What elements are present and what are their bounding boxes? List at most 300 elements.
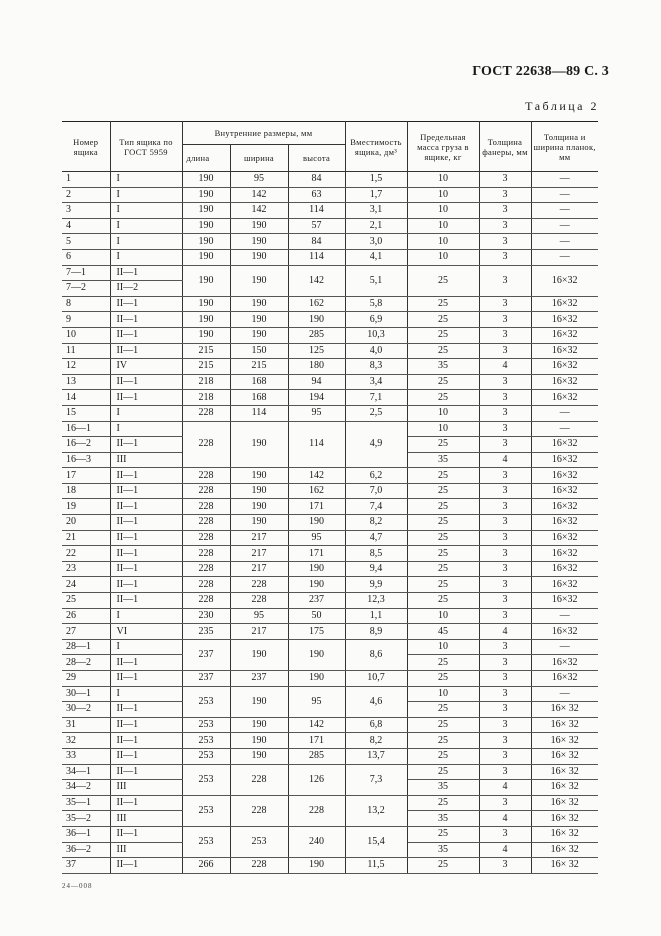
box-number-cell: 16—1 [62,421,110,437]
height-cell: 114 [288,249,345,265]
box-type-cell: II—1 [110,826,182,842]
header-box-type: Тип ящика по ГОСТ 5959 [110,122,182,172]
length-cell: 228 [182,468,230,484]
box-number-cell: 16—2 [62,437,110,453]
box-type-cell: II—1 [110,296,182,312]
plywood-thickness-cell: 3 [479,312,531,328]
height-cell: 162 [288,483,345,499]
max-mass-cell: 25 [407,515,479,531]
height-cell: 190 [288,577,345,593]
capacity-cell: 8,5 [345,546,407,562]
plank-size-cell: 16×32 [531,499,598,515]
plank-size-cell: 16×32 [531,483,598,499]
length-cell: 228 [182,405,230,421]
height-cell: 142 [288,468,345,484]
capacity-cell: 8,3 [345,359,407,375]
width-cell: 228 [230,577,288,593]
table-row [62,717,598,733]
capacity-cell: 8,2 [345,733,407,749]
plank-size-cell: 16×32 [531,390,598,406]
max-mass-cell: 25 [407,795,479,811]
length-cell: 190 [182,234,230,250]
box-type-cell: I [110,249,182,265]
max-mass-cell: 25 [407,374,479,390]
capacity-cell: 2,1 [345,218,407,234]
plank-size-cell: — [531,234,598,250]
plank-size-cell: 16× 32 [531,764,598,780]
width-cell: 190 [230,717,288,733]
box-number-cell: 28—1 [62,639,110,655]
capacity-cell: 3,0 [345,234,407,250]
table-body [62,172,598,874]
box-type-cell: II—1 [110,499,182,515]
max-mass-cell: 35 [407,842,479,858]
header-box-number: Номер ящика [62,122,110,172]
capacity-cell: 1,1 [345,608,407,624]
length-cell: 253 [182,717,230,733]
width-cell: 142 [230,203,288,219]
max-mass-cell: 25 [407,733,479,749]
box-type-cell: II—1 [110,593,182,609]
max-mass-cell: 10 [407,249,479,265]
table-row [62,187,598,203]
width-cell: 228 [230,593,288,609]
capacity-cell: 6,9 [345,312,407,328]
box-number-cell: 24 [62,577,110,593]
capacity-cell: 7,3 [345,764,407,795]
plywood-thickness-cell: 3 [479,561,531,577]
plywood-thickness-cell: 3 [479,172,531,188]
plank-size-cell: 16× 32 [531,858,598,874]
table-row [62,530,598,546]
plank-size-cell: — [531,639,598,655]
height-cell: 126 [288,764,345,795]
capacity-cell: 4,7 [345,530,407,546]
plank-size-cell: — [531,608,598,624]
plywood-thickness-cell: 3 [479,826,531,842]
plywood-thickness-cell: 4 [479,452,531,468]
max-mass-cell: 25 [407,702,479,718]
width-cell: 253 [230,826,288,857]
box-type-cell: III [110,842,182,858]
box-type-cell: II—1 [110,546,182,562]
table-row [62,468,598,484]
table-row [62,826,598,842]
table-row [62,561,598,577]
max-mass-cell: 10 [407,187,479,203]
length-cell: 228 [182,530,230,546]
length-cell: 228 [182,577,230,593]
box-number-cell: 30—2 [62,702,110,718]
width-cell: 190 [230,639,288,670]
plank-size-cell: 16×32 [531,327,598,343]
box-type-cell: II—1 [110,530,182,546]
table-row [62,671,598,687]
box-number-cell: 34—1 [62,764,110,780]
height-cell: 240 [288,826,345,857]
width-cell: 168 [230,390,288,406]
box-number-cell: 13 [62,374,110,390]
capacity-cell: 15,4 [345,826,407,857]
max-mass-cell: 35 [407,780,479,796]
plank-size-cell: — [531,172,598,188]
box-number-cell: 36—2 [62,842,110,858]
table-row [62,748,598,764]
height-cell: 190 [288,858,345,874]
box-type-cell: II—1 [110,561,182,577]
box-number-cell: 21 [62,530,110,546]
width-cell: 95 [230,608,288,624]
box-type-cell: II—1 [110,733,182,749]
box-type-cell: II—1 [110,858,182,874]
capacity-cell: 5,1 [345,265,407,296]
table-row [62,374,598,390]
box-number-cell: 25 [62,593,110,609]
max-mass-cell: 25 [407,748,479,764]
header-width: ширина [230,145,288,172]
height-cell: 194 [288,390,345,406]
plywood-thickness-cell: 3 [479,468,531,484]
max-mass-cell: 35 [407,452,479,468]
plank-size-cell: 16×32 [531,671,598,687]
box-type-cell: III [110,811,182,827]
width-cell: 217 [230,561,288,577]
plank-size-cell: 16×32 [531,265,598,296]
box-number-cell: 18 [62,483,110,499]
width-cell: 237 [230,671,288,687]
height-cell: 237 [288,593,345,609]
max-mass-cell: 25 [407,437,479,453]
capacity-cell: 1,7 [345,187,407,203]
plywood-thickness-cell: 3 [479,655,531,671]
length-cell: 190 [182,187,230,203]
plywood-thickness-cell: 4 [479,780,531,796]
box-number-cell: 9 [62,312,110,328]
length-cell: 190 [182,172,230,188]
length-cell: 218 [182,374,230,390]
plywood-thickness-cell: 3 [479,748,531,764]
table-row [62,639,598,655]
box-type-cell: II—1 [110,671,182,687]
plank-size-cell: 16× 32 [531,733,598,749]
table-row [62,312,598,328]
box-number-cell: 20 [62,515,110,531]
max-mass-cell: 10 [407,686,479,702]
plank-size-cell: 16×32 [531,359,598,375]
max-mass-cell: 10 [407,172,479,188]
plank-size-cell: 16×32 [531,593,598,609]
max-mass-cell: 25 [407,499,479,515]
box-number-cell: 23 [62,561,110,577]
width-cell: 190 [230,686,288,717]
length-cell: 253 [182,733,230,749]
table-row [62,421,598,437]
box-number-cell: 6 [62,249,110,265]
width-cell: 190 [230,499,288,515]
height-cell: 175 [288,624,345,640]
box-number-cell: 34—2 [62,780,110,796]
height-cell: 142 [288,265,345,296]
table-row [62,390,598,406]
length-cell: 228 [182,499,230,515]
box-number-cell: 32 [62,733,110,749]
plywood-thickness-cell: 3 [479,733,531,749]
box-type-cell: I [110,421,182,437]
max-mass-cell: 10 [407,218,479,234]
plank-size-cell: — [531,686,598,702]
plank-size-cell: 16×32 [531,312,598,328]
box-type-cell: II—1 [110,795,182,811]
length-cell: 190 [182,312,230,328]
plywood-thickness-cell: 3 [479,187,531,203]
plywood-thickness-cell: 3 [479,639,531,655]
height-cell: 95 [288,405,345,421]
box-type-cell: I [110,234,182,250]
width-cell: 190 [230,483,288,499]
length-cell: 228 [182,483,230,499]
width-cell: 190 [230,249,288,265]
plywood-thickness-cell: 3 [479,374,531,390]
page-header: ГОСТ 22638—89 С. 3 [472,64,609,79]
capacity-cell: 7,0 [345,483,407,499]
table-row [62,608,598,624]
plywood-thickness-cell: 3 [479,530,531,546]
length-cell: 253 [182,686,230,717]
plywood-thickness-cell: 3 [479,249,531,265]
length-cell: 190 [182,327,230,343]
plank-size-cell: — [531,218,598,234]
max-mass-cell: 10 [407,608,479,624]
box-number-cell: 26 [62,608,110,624]
width-cell: 150 [230,343,288,359]
length-cell: 190 [182,265,230,296]
plank-size-cell: 16× 32 [531,780,598,796]
box-type-cell: II—1 [110,343,182,359]
plywood-thickness-cell: 3 [479,218,531,234]
plank-size-cell: 16× 32 [531,717,598,733]
plank-size-cell: 16×32 [531,468,598,484]
box-type-cell: II—1 [110,468,182,484]
width-cell: 215 [230,359,288,375]
length-cell: 228 [182,561,230,577]
plywood-thickness-cell: 3 [479,577,531,593]
page-footer-code: 24—008 [62,882,93,890]
capacity-cell: 8,9 [345,624,407,640]
box-type-cell: II—1 [110,265,182,281]
plank-size-cell: — [531,405,598,421]
plywood-thickness-cell: 3 [479,343,531,359]
plywood-thickness-cell: 3 [479,437,531,453]
box-number-cell: 19 [62,499,110,515]
width-cell: 228 [230,795,288,826]
plywood-thickness-cell: 3 [479,515,531,531]
length-cell: 215 [182,343,230,359]
table-row [62,265,598,281]
length-cell: 190 [182,296,230,312]
plywood-thickness-cell: 3 [479,764,531,780]
width-cell: 190 [230,748,288,764]
plank-size-cell: 16×32 [531,624,598,640]
table-row [62,733,598,749]
header-length: длина [182,145,230,172]
table-row [62,593,598,609]
table-row [62,624,598,640]
box-dimensions-table [62,121,598,874]
table-row [62,858,598,874]
max-mass-cell: 25 [407,858,479,874]
plywood-thickness-cell: 3 [479,405,531,421]
table-row [62,686,598,702]
plank-size-cell: 16×32 [531,452,598,468]
plywood-thickness-cell: 3 [479,671,531,687]
length-cell: 190 [182,218,230,234]
height-cell: 142 [288,717,345,733]
box-type-cell: II—2 [110,281,182,297]
max-mass-cell: 25 [407,655,479,671]
header-inner-dimensions: Внутренние размеры, мм [182,122,345,145]
plank-size-cell: — [531,421,598,437]
capacity-cell: 13,2 [345,795,407,826]
height-cell: 228 [288,795,345,826]
height-cell: 190 [288,639,345,670]
width-cell: 228 [230,858,288,874]
plywood-thickness-cell: 3 [479,702,531,718]
capacity-cell: 7,1 [345,390,407,406]
max-mass-cell: 25 [407,546,479,562]
plank-size-cell: — [531,187,598,203]
height-cell: 285 [288,748,345,764]
plywood-thickness-cell: 3 [479,483,531,499]
width-cell: 190 [230,421,288,468]
box-type-cell: I [110,187,182,203]
plank-size-cell: 16× 32 [531,795,598,811]
height-cell: 50 [288,608,345,624]
height-cell: 84 [288,172,345,188]
length-cell: 215 [182,359,230,375]
capacity-cell: 10,3 [345,327,407,343]
plywood-thickness-cell: 3 [479,327,531,343]
box-type-cell: II—1 [110,374,182,390]
header-plank-size: Толщина и ширина планок, мм [531,122,598,172]
capacity-cell: 3,1 [345,203,407,219]
box-type-cell: IV [110,359,182,375]
max-mass-cell: 10 [407,421,479,437]
capacity-cell: 2,5 [345,405,407,421]
width-cell: 168 [230,374,288,390]
plywood-thickness-cell: 4 [479,624,531,640]
width-cell: 190 [230,468,288,484]
width-cell: 190 [230,733,288,749]
plywood-thickness-cell: 4 [479,359,531,375]
capacity-cell: 6,2 [345,468,407,484]
capacity-cell: 4,6 [345,686,407,717]
height-cell: 190 [288,515,345,531]
box-type-cell: II—1 [110,327,182,343]
plywood-thickness-cell: 3 [479,265,531,296]
height-cell: 57 [288,218,345,234]
height-cell: 190 [288,312,345,328]
max-mass-cell: 35 [407,359,479,375]
height-cell: 125 [288,343,345,359]
table-row [62,546,598,562]
plank-size-cell: 16× 32 [531,702,598,718]
length-cell: 230 [182,608,230,624]
box-type-cell: I [110,686,182,702]
max-mass-cell: 10 [407,639,479,655]
table-row [62,343,598,359]
width-cell: 217 [230,624,288,640]
max-mass-cell: 10 [407,203,479,219]
height-cell: 114 [288,421,345,468]
table-row [62,249,598,265]
box-number-cell: 14 [62,390,110,406]
width-cell: 190 [230,234,288,250]
capacity-cell: 6,8 [345,717,407,733]
plywood-thickness-cell: 3 [479,546,531,562]
box-number-cell: 16—3 [62,452,110,468]
length-cell: 235 [182,624,230,640]
max-mass-cell: 25 [407,312,479,328]
max-mass-cell: 25 [407,296,479,312]
max-mass-cell: 25 [407,390,479,406]
max-mass-cell: 25 [407,593,479,609]
width-cell: 190 [230,327,288,343]
box-type-cell: II—1 [110,702,182,718]
length-cell: 253 [182,826,230,857]
box-number-cell: 31 [62,717,110,733]
plywood-thickness-cell: 3 [479,858,531,874]
table-row [62,218,598,234]
height-cell: 180 [288,359,345,375]
plywood-thickness-cell: 3 [479,234,531,250]
header-max-mass: Предельная масса груза в ящике, кг [407,122,479,172]
plywood-thickness-cell: 3 [479,717,531,733]
plank-size-cell: 16×32 [531,577,598,593]
box-type-cell: II—1 [110,655,182,671]
table-caption: Таблица 2 [525,99,599,113]
table-row [62,203,598,219]
length-cell: 228 [182,546,230,562]
length-cell: 253 [182,795,230,826]
max-mass-cell: 10 [407,405,479,421]
box-type-cell: I [110,172,182,188]
box-type-cell: II—1 [110,312,182,328]
plywood-thickness-cell: 3 [479,499,531,515]
width-cell: 228 [230,764,288,795]
box-number-cell: 5 [62,234,110,250]
plank-size-cell: 16×32 [531,530,598,546]
header-height: высота [288,145,345,172]
table-row [62,359,598,375]
table-row [62,483,598,499]
capacity-cell: 13,7 [345,748,407,764]
max-mass-cell: 25 [407,826,479,842]
box-number-cell: 12 [62,359,110,375]
plank-size-cell: 16×32 [531,561,598,577]
capacity-cell: 4,1 [345,249,407,265]
plywood-thickness-cell: 4 [479,811,531,827]
box-type-cell: VI [110,624,182,640]
box-type-cell: II—1 [110,390,182,406]
max-mass-cell: 25 [407,764,479,780]
plank-size-cell: 16×32 [531,546,598,562]
box-type-cell: II—1 [110,437,182,453]
table-row [62,795,598,811]
table-row [62,172,598,188]
plank-size-cell: 16× 32 [531,811,598,827]
plank-size-cell: 16× 32 [531,748,598,764]
plank-size-cell: 16×32 [531,343,598,359]
